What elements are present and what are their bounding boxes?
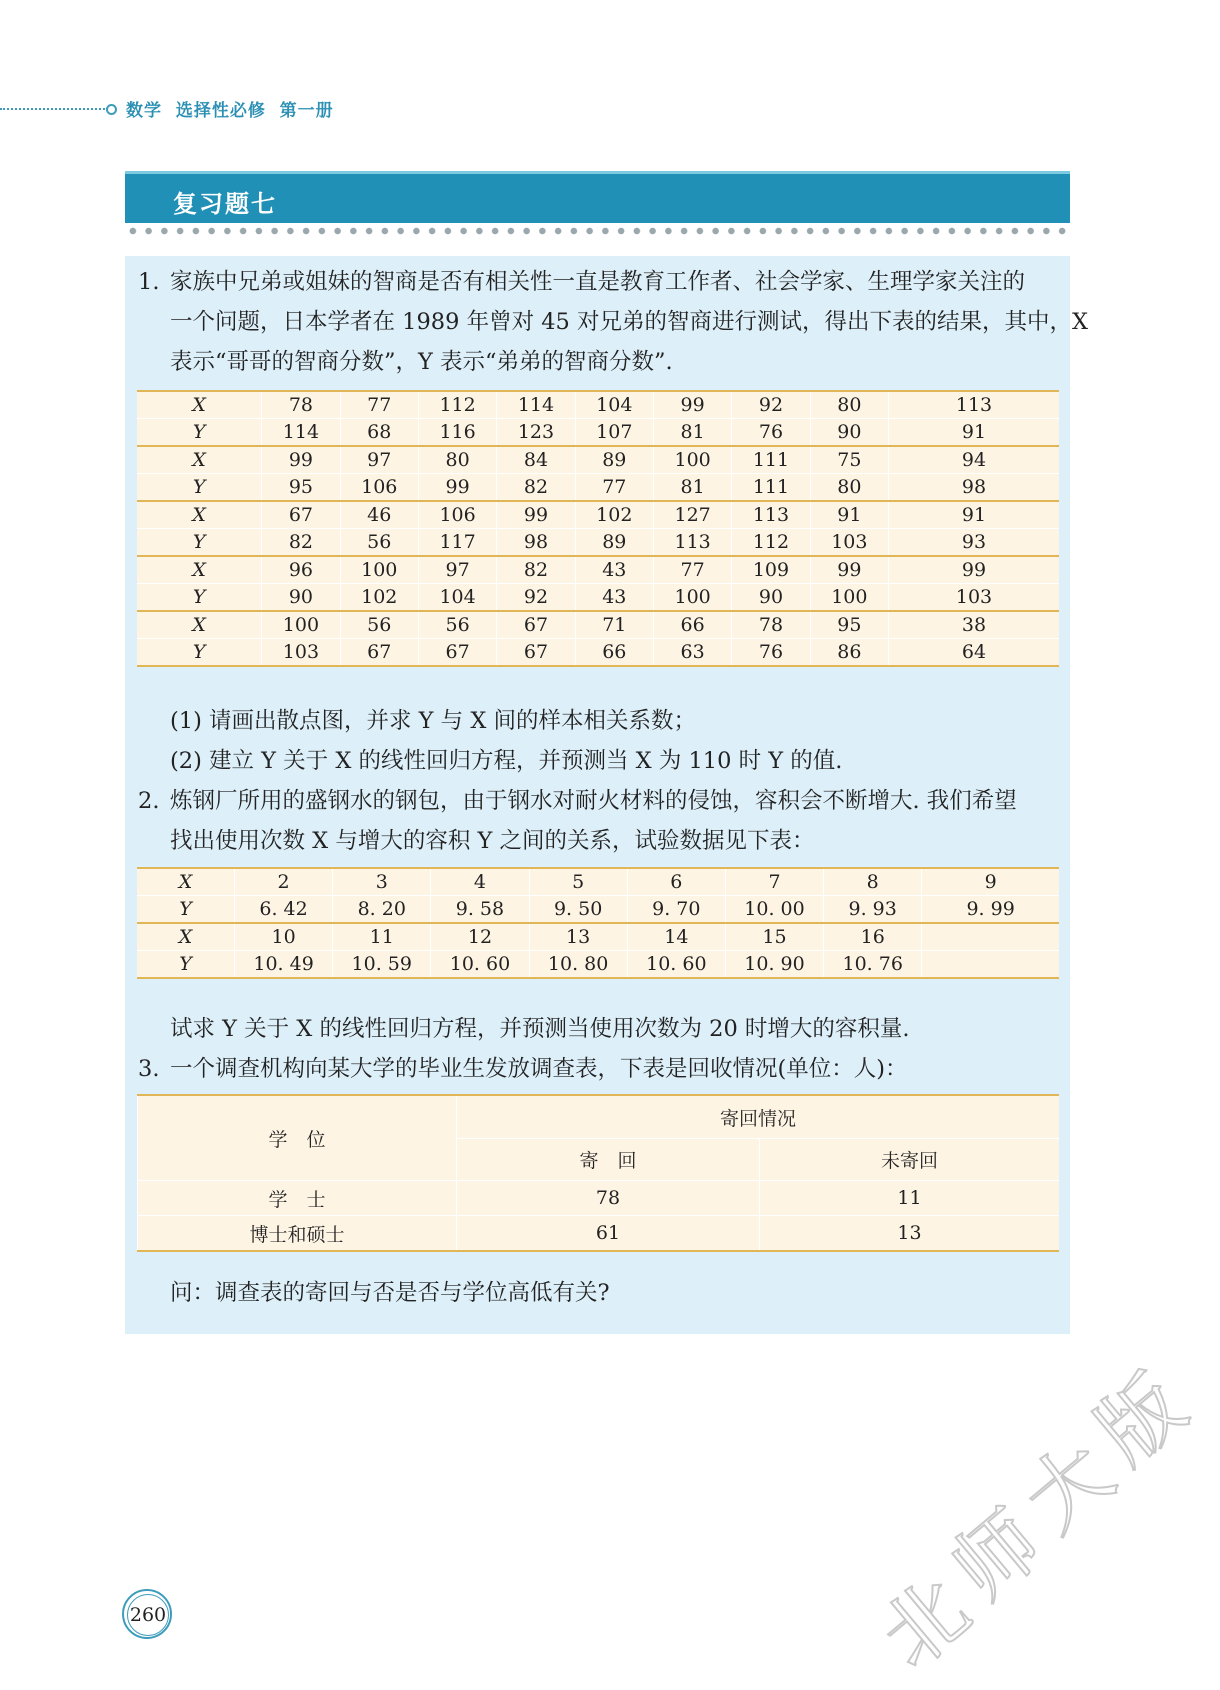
table-cell: 90	[262, 584, 340, 612]
table-cell: 56	[340, 529, 418, 557]
table-cell: 81	[653, 419, 731, 447]
row-label: X	[137, 868, 234, 896]
table-cell: 103	[810, 529, 888, 557]
table-cell: 113	[732, 501, 810, 529]
q3-question: 问：调查表的寄回与否是否与学位高低有关?	[170, 1280, 610, 1306]
table-cell: 9. 99	[922, 896, 1059, 924]
row-not-returned: 11	[760, 1181, 1060, 1216]
table-cell: 6. 42	[234, 896, 332, 924]
header-return-status: 寄回情况	[457, 1095, 1060, 1139]
table-cell: 96	[262, 556, 340, 584]
q2-number: 2.	[138, 788, 160, 814]
q2-question: 试求 Y 关于 X 的线性回归方程，并预测当使用次数为 20 时增大的容积量.	[170, 1016, 910, 1042]
watermark	[863, 1357, 1220, 1687]
row-not-returned: 13	[760, 1216, 1060, 1252]
table-cell: 4	[431, 868, 529, 896]
table-cell: 9. 50	[529, 896, 627, 924]
table-cell: 92	[732, 391, 810, 419]
table-cell: 76	[732, 639, 810, 667]
table-row	[137, 611, 1059, 639]
table-cell: 95	[262, 474, 340, 502]
table-row	[137, 868, 1059, 896]
q3-line: 一个调查机构向某大学的毕业生发放调查表，下表是回收情况(单位：人)：	[170, 1056, 908, 1082]
table-cell: 100	[340, 556, 418, 584]
q2-line-2: 找出使用次数 X 与增大的容积 Y 之间的关系，试验数据见下表：	[170, 828, 815, 854]
table-cell: 80	[418, 446, 496, 474]
table-row	[137, 474, 1059, 502]
table-cell: 112	[418, 391, 496, 419]
row-degree: 学 士	[138, 1181, 457, 1216]
page-number-badge	[122, 1589, 172, 1639]
table-cell: 82	[262, 529, 340, 557]
table-cell: 99	[418, 474, 496, 502]
row-label: Y	[137, 896, 234, 924]
q1-line-1: 家族中兄弟或姐妹的智商是否有相关性一直是教育工作者、社会学家、生理学家关注的	[170, 269, 1026, 295]
table-cell: 116	[418, 419, 496, 447]
table-cell: 80	[810, 391, 888, 419]
table-cell: 82	[497, 474, 575, 502]
table-cell: 8	[824, 868, 922, 896]
q1-data-table	[137, 390, 1059, 667]
row-label: X	[137, 923, 234, 951]
q1-sub-question-1: (1) 请画出散点图，并求 Y 与 X 间的样本相关系数；	[170, 708, 697, 734]
table-cell: 5	[529, 868, 627, 896]
table-cell: 89	[575, 529, 653, 557]
row-label: Y	[137, 951, 234, 979]
table-cell: 91	[889, 419, 1060, 447]
table-cell: 109	[732, 556, 810, 584]
header-circle-icon	[106, 104, 117, 115]
table-cell: 90	[810, 419, 888, 447]
table-cell: 102	[575, 501, 653, 529]
table-cell: 66	[653, 611, 731, 639]
table-cell: 10. 76	[824, 951, 922, 979]
table-cell: 91	[889, 501, 1060, 529]
table-cell: 113	[653, 529, 731, 557]
table-cell: 103	[262, 639, 340, 667]
table-cell: 9. 58	[431, 896, 529, 924]
table-row	[137, 391, 1059, 419]
table-row	[137, 951, 1059, 979]
table-cell: 90	[732, 584, 810, 612]
table-cell: 68	[340, 419, 418, 447]
table-cell: 106	[340, 474, 418, 502]
table-cell: 111	[732, 474, 810, 502]
table-cell: 10. 60	[627, 951, 725, 979]
row-label: Y	[137, 529, 262, 557]
table-cell: 77	[575, 474, 653, 502]
row-degree: 博士和硕士	[138, 1216, 457, 1252]
table-cell: 99	[262, 446, 340, 474]
q1-sub-question-2: (2) 建立 Y 关于 X 的线性回归方程，并预测当 X 为 110 时 Y 的值.	[170, 748, 843, 774]
table-cell: 112	[732, 529, 810, 557]
table-cell: 3	[333, 868, 431, 896]
table-cell: 56	[340, 611, 418, 639]
table-cell: 78	[262, 391, 340, 419]
q1-line-3: 表示“哥哥的智商分数”，Y 表示“弟弟的智商分数”.	[170, 349, 673, 375]
row-label: X	[137, 611, 262, 639]
table-cell: 10	[234, 923, 332, 951]
table-cell: 99	[810, 556, 888, 584]
table-cell: 86	[810, 639, 888, 667]
table-cell: 7	[725, 868, 823, 896]
table-row	[137, 896, 1059, 924]
section-title: 复习题七	[173, 190, 277, 218]
q2-line-1: 炼钢厂所用的盛钢水的钢包，由于钢水对耐火材料的侵蚀，容积会不断增大. 我们希望	[170, 788, 1017, 814]
table-cell: 10. 80	[529, 951, 627, 979]
table-cell: 114	[262, 419, 340, 447]
row-label: X	[137, 501, 262, 529]
table-cell: 67	[262, 501, 340, 529]
header-dotted-line	[0, 108, 108, 110]
table-cell: 111	[732, 446, 810, 474]
table-cell: 66	[575, 639, 653, 667]
q2-data-table	[137, 867, 1059, 979]
header-not-returned: 未寄回	[760, 1139, 1060, 1181]
q3-number: 3.	[138, 1056, 160, 1082]
q1-number: 1.	[138, 269, 160, 295]
table-row	[137, 529, 1059, 557]
table-cell: 2	[234, 868, 332, 896]
row-label: Y	[137, 419, 262, 447]
table-cell: 92	[497, 584, 575, 612]
row-label: X	[137, 391, 262, 419]
table-cell: 106	[418, 501, 496, 529]
table-cell: 117	[418, 529, 496, 557]
table-cell: 99	[889, 556, 1060, 584]
row-returned: 78	[457, 1181, 760, 1216]
table-cell: 98	[889, 474, 1060, 502]
table-cell: 127	[653, 501, 731, 529]
table-cell: 99	[653, 391, 731, 419]
table-row	[137, 419, 1059, 447]
table-cell: 14	[627, 923, 725, 951]
table-cell: 63	[653, 639, 731, 667]
table-cell: 43	[575, 556, 653, 584]
table-cell: 84	[497, 446, 575, 474]
table-row	[137, 584, 1059, 612]
table-cell: 67	[497, 639, 575, 667]
watermark-char: 师	[935, 1493, 1060, 1619]
table-cell: 103	[889, 584, 1060, 612]
book-title: 数学 选择性必修 第一册	[126, 101, 334, 121]
table-cell: 77	[653, 556, 731, 584]
table-cell: 8. 20	[333, 896, 431, 924]
table-cell: 97	[418, 556, 496, 584]
header-degree: 学 位	[138, 1095, 457, 1181]
section-title-bar	[125, 171, 1070, 223]
watermark-logo	[863, 1357, 1220, 1687]
table-cell: 67	[340, 639, 418, 667]
table-cell: 98	[497, 529, 575, 557]
table-cell: 76	[732, 419, 810, 447]
table-cell: 89	[575, 446, 653, 474]
row-label: Y	[137, 474, 262, 502]
header-returned: 寄 回	[457, 1139, 760, 1181]
watermark-char: 大	[1007, 1425, 1132, 1551]
table-row	[137, 501, 1059, 529]
table-row	[137, 446, 1059, 474]
table-cell: 67	[418, 639, 496, 667]
table-cell: 93	[889, 529, 1060, 557]
table-cell: 95	[810, 611, 888, 639]
row-label: Y	[137, 584, 262, 612]
q1-line-2: 一个问题，日本学者在 1989 年曾对 45 对兄弟的智商进行测试，得出下表的结果，其中，X	[170, 309, 1089, 335]
table-cell: 9. 93	[824, 896, 922, 924]
q3-survey-table	[137, 1094, 1059, 1252]
table-cell: 75	[810, 446, 888, 474]
table-cell: 100	[653, 584, 731, 612]
dotted-divider	[125, 226, 1070, 236]
table-row	[137, 923, 1059, 951]
table-cell: 104	[418, 584, 496, 612]
table-cell: 10. 00	[725, 896, 823, 924]
row-returned: 61	[457, 1216, 760, 1252]
table-cell	[922, 951, 1059, 979]
table-cell: 56	[418, 611, 496, 639]
table-cell: 80	[810, 474, 888, 502]
table-cell: 82	[497, 556, 575, 584]
table-cell: 10. 49	[234, 951, 332, 979]
watermark-char: 版	[1079, 1357, 1204, 1483]
row-label: X	[137, 446, 262, 474]
table-cell: 78	[732, 611, 810, 639]
page-number: 260	[127, 1594, 169, 1636]
table-cell: 77	[340, 391, 418, 419]
table-cell: 64	[889, 639, 1060, 667]
table-cell: 123	[497, 419, 575, 447]
table-cell: 97	[340, 446, 418, 474]
table-cell: 10. 59	[333, 951, 431, 979]
table-cell: 13	[529, 923, 627, 951]
table-cell: 9. 70	[627, 896, 725, 924]
table-cell: 107	[575, 419, 653, 447]
table-cell: 99	[497, 501, 575, 529]
row-label: X	[137, 556, 262, 584]
table-cell: 71	[575, 611, 653, 639]
table-cell: 67	[497, 611, 575, 639]
table-cell: 9	[922, 868, 1059, 896]
table-cell: 46	[340, 501, 418, 529]
table-cell: 81	[653, 474, 731, 502]
table-cell	[922, 923, 1059, 951]
table-cell: 12	[431, 923, 529, 951]
table-cell: 100	[810, 584, 888, 612]
table-cell: 102	[340, 584, 418, 612]
table-cell: 114	[497, 391, 575, 419]
table-cell: 100	[262, 611, 340, 639]
table-cell: 38	[889, 611, 1060, 639]
table-cell: 15	[725, 923, 823, 951]
table-cell: 100	[653, 446, 731, 474]
table-row	[137, 556, 1059, 584]
table-cell: 6	[627, 868, 725, 896]
table-cell: 91	[810, 501, 888, 529]
table-cell: 43	[575, 584, 653, 612]
table-cell: 10. 60	[431, 951, 529, 979]
table-cell: 113	[889, 391, 1060, 419]
table-cell: 16	[824, 923, 922, 951]
table-cell: 94	[889, 446, 1060, 474]
row-label: Y	[137, 639, 262, 667]
table-cell: 10. 90	[725, 951, 823, 979]
table-cell: 104	[575, 391, 653, 419]
table-row	[137, 639, 1059, 667]
table-cell: 11	[333, 923, 431, 951]
watermark-char: 北	[863, 1561, 988, 1687]
